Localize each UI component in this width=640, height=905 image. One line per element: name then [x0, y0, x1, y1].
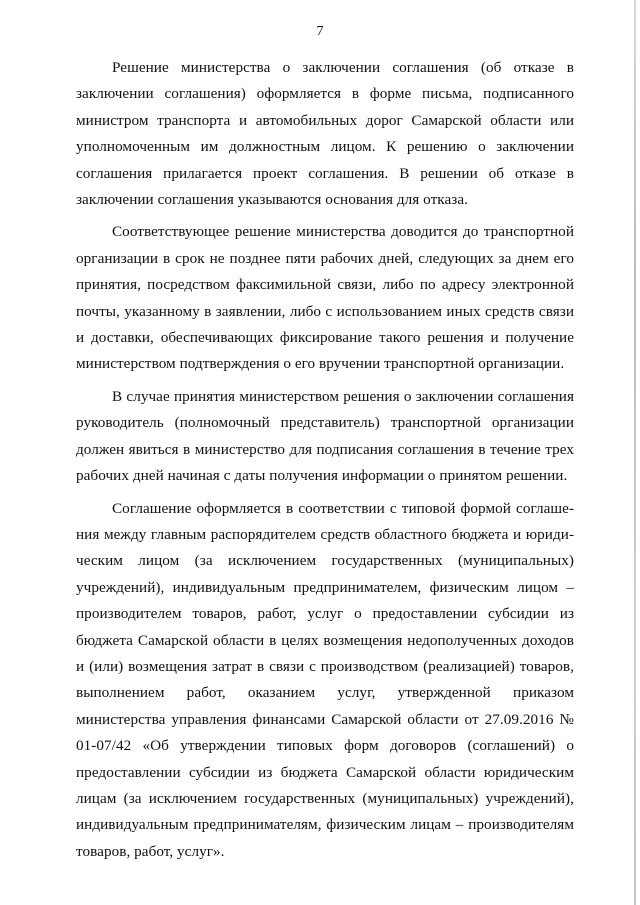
paragraph-agreement-form: Соглашение оформляется в соответствии с типовой формой соглашения между главным распорядителем средств областного бюджета и юридическим лицом (за исключением государственных (муниципальных) учреждений), индивидуальным предпринимателем, физическим лицом – производителем товаров, работ, услуг о предоставлении субсидии из бюджета Самарской области в целях возмещения недополученных доходов и (или) возмещения затрат в связи с производством (реализацией) товаров, выполнением работ, оказанием услуг, утвержденной приказом министерства управления финансами Самарской области от 27.09.2016 № 01-07/42 «Об утверждении типовых форм договоров (соглашений) о предоставлении субсидии из бюджета Самарской области юридическим лицам (за исключением государственных (муниципальных) учреждений), индивидуальным предпринимателям, физическим лицам – производителям товаров, работ, услуг».	[76, 499, 574, 860]
paragraph-notification: Соответствующее решение министерства доводится до транспортной организации в срок не позднее пяти рабочих дней, следующих за днем его принятия, посредством факсимильной связи, либо по адресу электронной почты, указанному в заявлении, либо с использованием иных средств связи и доставки, обеспечивающих фиксирование такого решения и получение министерством подтверждения о его вручении транспортной организации.	[76, 223, 574, 373]
paragraph-signing-deadline: В случае принятия министерством решения о заключении соглашения руководитель (полномочный представитель) транспортной организации должен явиться в министерство для подписания соглашения в течение трех рабочих дней начиная с даты получения информации о принятом решении.	[76, 387, 574, 485]
page-edge-shadow	[634, 0, 636, 905]
paragraph-decision-form: Решение министерства о заключении соглашения (об отказе в заключении соглашения) оформляется в форме письма, подписанного министром транспорта и автомобильных дорог Самарской области или уполномоченным им должностным лицом. К решению о заключении соглашения прилагается проект соглашения. В решении об отказе в заключении соглашения указываются основания для отказа.	[76, 59, 574, 209]
page-number: 7	[316, 24, 324, 39]
document-body	[76, 55, 574, 871]
